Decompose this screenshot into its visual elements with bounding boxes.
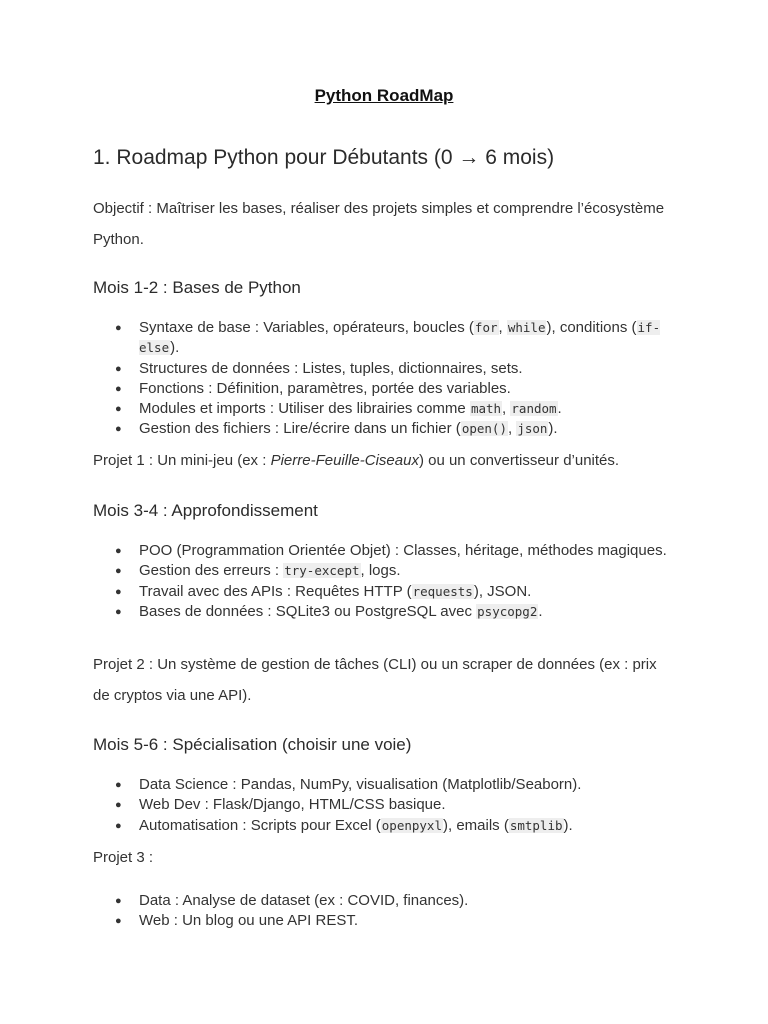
list-item: ● Web Dev : Flask/Django, HTML/CSS basique. (93, 795, 675, 815)
code-snippet: while (507, 320, 546, 335)
subsection-heading-mois-5-6: Mois 5-6 : Spécialisation (choisir une voie) (93, 735, 412, 754)
item-text: ), conditions ( (546, 319, 637, 336)
objective-paragraph: Objectif : Maîtriser les bases, réaliser des projets simples et comprendre l’écosystème Python. (93, 200, 665, 248)
code-snippet: json (517, 421, 548, 437)
subsection-heading-mois-1-2: Mois 1-2 : Bases de Python (93, 278, 301, 297)
list-item (93, 816, 675, 836)
item-text: ). (548, 420, 558, 438)
item-text: . (538, 602, 543, 620)
item-text: Syntaxe de base : Variables, opérateurs, boucles ( (139, 319, 474, 336)
projet-3-paragraph: Projet 3 : (93, 849, 154, 866)
list-item: ● Data Science : Pandas, NumPy, visualisation (Matplotlib/Seaborn). (93, 775, 675, 795)
code-snippet: math (470, 401, 502, 417)
document-title: Python RoadMap (314, 86, 454, 105)
projet-2-paragraph: Projet 2 : Un système de gestion de tâches (CLI) ou un scraper de données (ex : prix de cryptos via une API). (93, 656, 657, 704)
list-item: ● Fonctions : Définition, paramètres, portée des variables. (93, 379, 675, 399)
item-text: , logs. (360, 562, 401, 580)
item-text: , (502, 400, 511, 418)
list-item: ● Data : Analyse de dataset (ex : COVID, finances). (93, 891, 675, 911)
subsection-heading-mois-3-4: Mois 3-4 : Approfondissement (93, 501, 318, 520)
item-text: Modules et imports : Utiliser des librairies comme (139, 400, 470, 418)
projet-1-paragraph (93, 445, 675, 476)
bullet-list-projet-3 (93, 891, 675, 932)
item-text: Travail avec des APIs : Requêtes HTTP ( (139, 582, 412, 600)
bullet-list-mois-3-4 (93, 541, 675, 622)
code-snippet: open() (461, 421, 507, 437)
bullet-list-mois-1-2 (93, 318, 675, 440)
item-text: Bases de données : SQLite3 ou PostgreSQL avec (139, 602, 477, 620)
code-snippet: smtplib (509, 817, 563, 833)
item-text: Gestion des fichiers : Lire/écrire dans un fichier ( (139, 420, 461, 438)
code-snippet: random (511, 401, 557, 417)
section-heading: 1. Roadmap Python pour Débutants (0 → 6 mois) (93, 146, 555, 169)
item-text: ). (563, 816, 573, 834)
bullet-list-mois-5-6 (93, 775, 675, 836)
item-text: ), emails ( (442, 816, 509, 834)
list-item (93, 602, 675, 622)
list-item (93, 399, 675, 419)
item-text: , (507, 420, 517, 438)
code-snippet: psycopg2 (477, 603, 538, 619)
code-snippet: for (474, 320, 498, 335)
list-item (93, 582, 675, 602)
item-text: , (498, 319, 507, 336)
paragraph-text: Projet 1 : Un mini-jeu (ex : (93, 452, 271, 469)
emphasis-text: Pierre-Feuille-Ciseaux (270, 452, 419, 469)
list-item (93, 318, 675, 359)
item-text: ), JSON. (473, 582, 532, 600)
item-text: Gestion des erreurs : (139, 562, 284, 580)
list-item: ● Structures de données : Listes, tuples, dictionnaires, sets. (93, 359, 675, 379)
code-snippet: openpyxl (381, 817, 442, 833)
code-snippet: requests (412, 583, 473, 599)
code-snippet: try-except (284, 563, 360, 579)
code-snippet: if-else (139, 320, 661, 356)
list-item: ● Web : Un blog ou une API REST. (93, 911, 675, 931)
list-item: ● POO (Programmation Orientée Objet) : Classes, héritage, méthodes magiques. (93, 541, 675, 561)
item-text: . (557, 400, 562, 418)
item-text: ). (170, 339, 180, 357)
list-item (93, 561, 675, 581)
list-item (93, 419, 675, 439)
paragraph-text: ) ou un convertisseur d’unités. (418, 452, 620, 469)
item-text: Automatisation : Scripts pour Excel ( (139, 816, 381, 834)
